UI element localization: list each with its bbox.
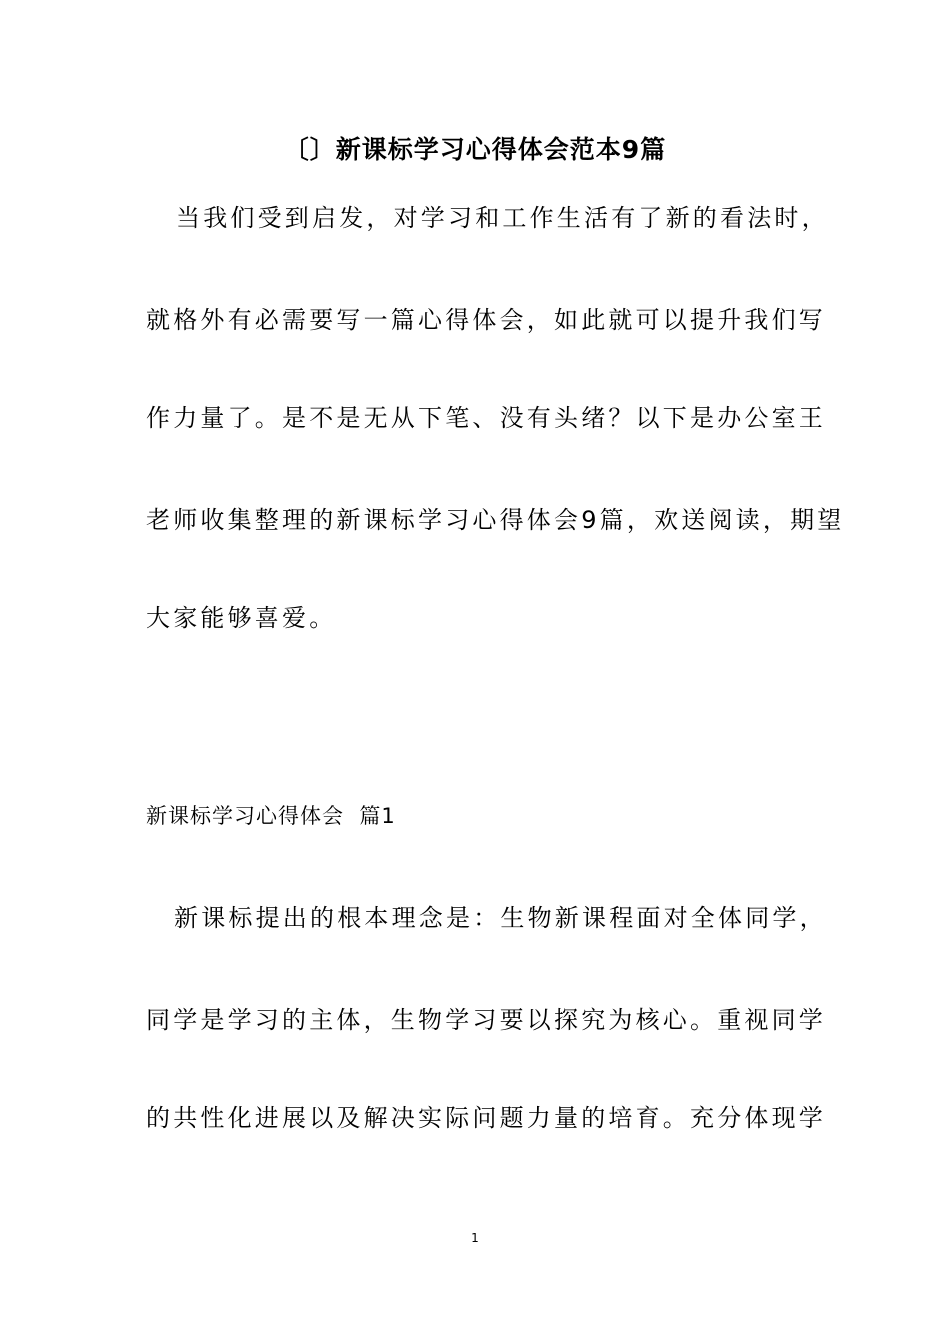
section-paragraph-line: 的共性化进展以及解决实际问题力量的培育。充分体现学 <box>146 1104 826 1132</box>
page-number: 1 <box>471 1231 479 1245</box>
document-title: 〔〕新课标学习心得体会范本9篇 <box>283 135 667 164</box>
intro-paragraph-line: 老师收集整理的新课标学习心得体会9篇，欢送阅读，期望 <box>146 506 845 534</box>
section-heading: 新课标学习心得体会 篇1 <box>146 804 396 828</box>
section-paragraph-line: 新课标提出的根本理念是：生物新课程面对全体同学， <box>174 904 827 932</box>
intro-paragraph-line: 作力量了。是不是无从下笔、没有头绪？以下是办公室王 <box>146 404 826 432</box>
intro-paragraph-line: 就格外有必需要写一篇心得体会，如此就可以提升我们写 <box>146 306 826 334</box>
section-paragraph-line: 同学是学习的主体，生物学习要以探究为核心。重视同学 <box>146 1006 826 1034</box>
intro-paragraph-line: 当我们受到启发，对学习和工作生活有了新的看法时， <box>176 204 829 232</box>
intro-paragraph-line: 大家能够喜爱。 <box>146 604 337 632</box>
